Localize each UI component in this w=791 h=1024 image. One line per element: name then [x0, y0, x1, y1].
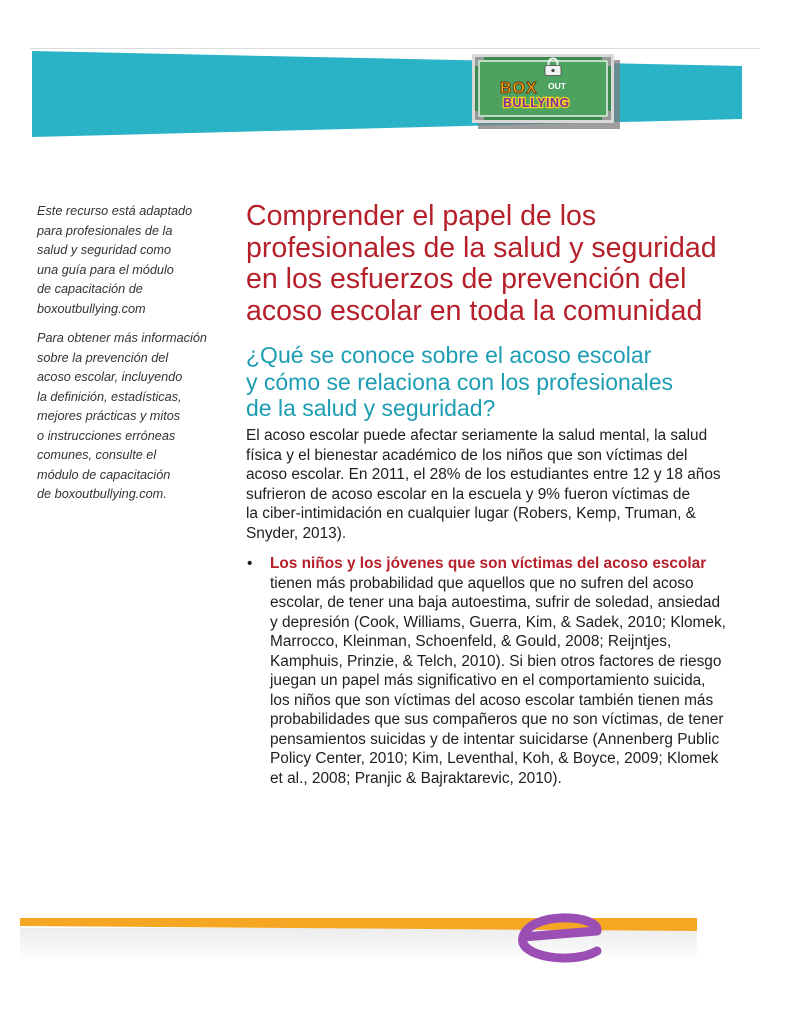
- page-title: [246, 201, 717, 327]
- title-line: en los esfuerzos de prevención del: [246, 263, 687, 295]
- sidebar-line: una guía para el módulo: [37, 262, 174, 277]
- box-out-bullying-logo: [472, 54, 620, 129]
- body-line: acoso escolar. En 2011, el 28% de los estudiantes entre 12 y 18 años: [246, 466, 721, 483]
- sidebar-line: de boxoutbullying.com.: [37, 487, 167, 501]
- sidebar-line: la definición, estadísticas,: [37, 389, 182, 404]
- sidebar-line: salud y seguridad como: [37, 243, 171, 257]
- body-line: El acoso escolar puede afectar seriamente la salud mental, la salud: [246, 427, 708, 444]
- bullet-line: probabilidades que sus compañeros que no son víctimas, de tener: [270, 711, 724, 729]
- bullet-line: los niños que son víctimas del acoso escolar también tienen más: [270, 691, 714, 709]
- title-line: profesionales de la salud y seguridad: [246, 231, 717, 264]
- logo-word-out: OUT: [548, 81, 566, 91]
- title-line: Comprender el papel de los: [246, 200, 597, 232]
- sidebar-line: acoso escolar, incluyendo: [37, 370, 183, 384]
- bullet-lead: Los niños y los jóvenes que son víctimas del acoso escolar: [270, 555, 707, 572]
- sidebar-line: módulo de capacitación: [37, 467, 171, 482]
- body-line: la ciber-intimidación en cualquier lugar (Robers, Kemp, Truman, &: [246, 505, 696, 522]
- bullet-line: Policy Center, 2010; Kim, Leventhal, Koh, & Boyce, 2009; Klomek: [270, 750, 719, 768]
- bullet-line: tienen más probabilidad que aquellos que no sufren del acoso: [270, 574, 694, 592]
- logo-word-bullying: BULLYING: [503, 96, 570, 110]
- body-line: física y el bienestar académico de los niños que son víctimas del: [246, 446, 688, 464]
- sidebar-note-more-info: [37, 329, 207, 505]
- sidebar-line: de capacitación de: [37, 282, 143, 296]
- subtitle-line: ¿Qué se conoce sobre el acoso escolar: [246, 342, 652, 368]
- sidebar-line: o instrucciones erróneas: [37, 428, 176, 443]
- sidebar-line: Este recurso está adaptado: [37, 204, 193, 218]
- title-line: acoso escolar en toda la comunidad: [246, 294, 703, 327]
- bullet-item: [270, 554, 726, 789]
- sidebar-line: Para obtener más información: [37, 331, 207, 345]
- bullet-line: Marrocco, Kleinman, Schoenfeld, & Gould, 2008; Reijntjes,: [270, 633, 672, 651]
- bullet-line: y depresión (Cook, Williams, Guerra, Kim, & Sadek, 2010; Klomek,: [270, 613, 726, 631]
- bullet-line: pensamientos suicidas y de intentar suicidarse (Annenberg Public: [270, 730, 720, 748]
- section-subtitle: [246, 342, 673, 422]
- sidebar-line: sobre la prevención del: [37, 350, 169, 365]
- sidebar-line: comunes, consulte el: [37, 448, 157, 462]
- body-paragraph: [246, 426, 721, 543]
- subtitle-line: de la salud y seguridad?: [246, 395, 496, 421]
- sidebar-line: para profesionales de la: [37, 223, 173, 238]
- bullet-line: juegan un papel más significativo en el comportamiento suicida,: [270, 672, 706, 690]
- logo-word-box: BOX: [500, 80, 538, 97]
- sidebar-line: mejores prácticas y mitos: [37, 409, 181, 423]
- bullet-line: Kamphuis, Prinzie, & Telch, 2010). Si bien otros factores de riesgo: [270, 652, 722, 670]
- bullet-line: escolar, de tener una baja autoestima, sufrir de soledad, ansiedad: [270, 594, 721, 612]
- sidebar-line: boxoutbullying.com: [37, 301, 146, 316]
- bullet-marker: •: [247, 555, 253, 572]
- bullet-line: et al., 2008; Pranjic & Bajraktarevic, 2010).: [270, 770, 562, 788]
- sidebar-note-intro: [37, 202, 192, 319]
- body-line: Snyder, 2013).: [246, 524, 347, 542]
- body-line: sufrieron de acoso escolar en la escuela y 9% fueron víctimas de: [246, 485, 690, 503]
- header-banner: [32, 51, 742, 137]
- subtitle-line: y cómo se relaciona con los profesionales: [246, 368, 674, 395]
